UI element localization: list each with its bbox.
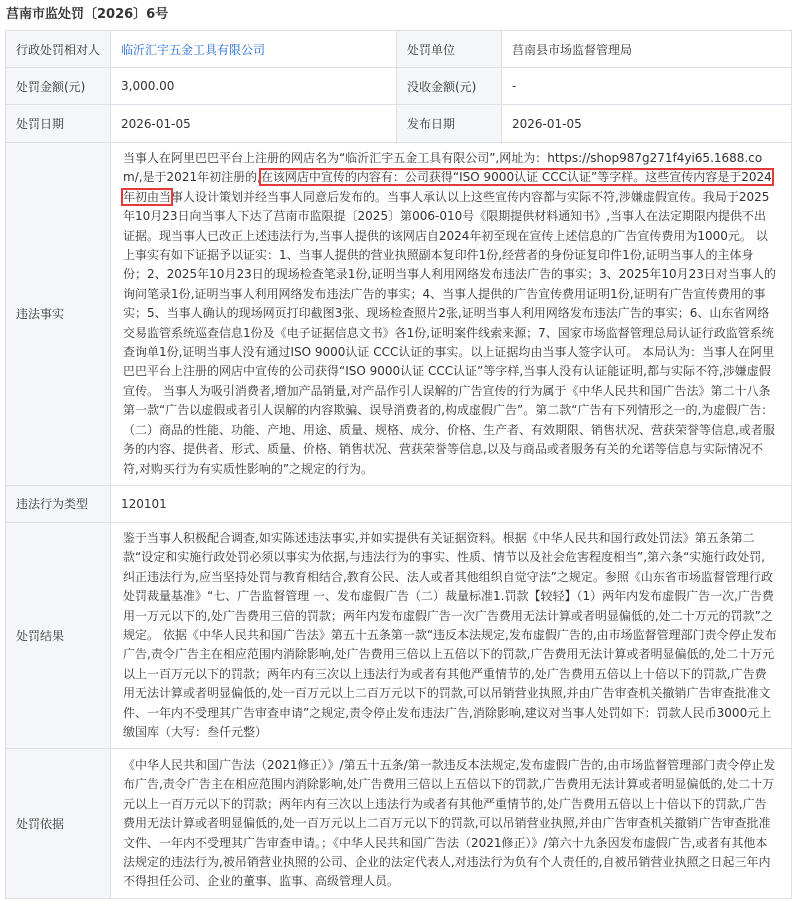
table-row	[6, 31, 792, 68]
table-row	[6, 143, 792, 486]
table-row	[6, 105, 792, 143]
penalty-date-value: 2026-01-05	[111, 105, 397, 143]
result-label: 处罚结果	[6, 522, 111, 748]
authority-label: 处罚单位	[397, 31, 502, 68]
table-row	[6, 749, 792, 899]
violation-type-value: 120101	[111, 485, 792, 522]
table-row	[6, 522, 792, 748]
authority-value: 莒南县市场监督管理局	[502, 31, 792, 68]
basis-value: 《中华人民共和国广告法（2021修正）》/第五十五条/第一款违反本法规定,发布虚假广告的,由市场监督管理部门责令停止发布广告,责令广告主在相应范围内消除影响,处广告费用三倍以上五倍以下的罚款,广告费用无法计算或者明显偏低的,处二十万元以上一百万元以下的罚款；两年内有三次以上违法行为或者有其他严重情节的,处广告费用五倍以上十倍以下的罚款,广告费用无法计算或者明显偏低的,处一百万元以上二百万元以下的罚款,可以吊销营业执照,并由广告审查机关撤销广告审查批准文件、一年内不受理其广告审查申请。；《中华人民共和国广告法（2021修正）》/第六十九条因发布虚假广告,或者有其他本法规定的违法行为,被吊销营业执照的公司、企业的法定代表人,对违法行为负有个人责任的,自被吊销营业执照之日起三年内不得担任公司、企业的董事、监事、高级管理人员。	[111, 749, 792, 899]
penalty-date-label: 处罚日期	[6, 105, 111, 143]
table-row	[6, 485, 792, 522]
confiscation-label: 没收金额(元)	[397, 68, 502, 105]
violation-type-label: 违法行为类型	[6, 485, 111, 522]
facts-text-after: 事人设计策划并经当事人同意后发布的。当事人承认以上这些宣传内容都与实际不符,涉嫌虚假宣传。我局于2025年10月23日向当事人下达了莒南市监限提〔2025〕第006-010号《限期提供材料通知书》,当事人在法定期限内提供不出证据。现当事人已改正上述违法行为,当事人提供的该网店自2024年初至现在宣传上述信息的广告宣传费用为1000元。 以上事实有如下证据予以证实：1、当事人提供的营业执照副本复印件1份,经营者的身份证复印件1份,证明当事人的主体身份；2、2025年10月23日的现场检查笔录1份,证明当事人利用网络发布违法广告的事实；3、2025年10月23日对当事人的询问笔录1份,证明当事人利用网络发布违法广告的事实；4、当事人提供的广告宣传费用证明1份,证明有广告宣传费用的事实；5、当事人确认的现场网页打印截图3张、现场检查照片2张,证明当事人利用网络发布违法广告的事实；6、山东省网络交易监管系统巡查信息1份及《电子证据信息文书》各1份,证明案件线索来源；7、国家市场监督管理总局认证行政监管系统查询单1份,证明当事人没有通过ISO 9000认证 CCC认证的事实。以上证据均由当事人签字认可。 本局认为：当事人在阿里巴巴平台上注册的网店中宣传的公司获得“ISO 9000认证 CCC认证”等字样,当事人没有认证能证明,都与实际不符,涉嫌虚假宣传。 当事人为吸引消费者,增加产品销量,对产品作引人误解的广告宣传的行为属于《中华人民共和国广告法》第二十八条第一款“广告以虚假或者引人误解的内容欺骗、误导消费者的,构成虚假广告”。第二款“广告有下列情形之一的,为虚假广告：（二）商品的性能、功能、产地、用途、质量、规格、成分、价格、生产者、有效期限、销售状况、营获荣誉等信息,或者服务的内容、提供者、形式、质量、价格、销售状况、营获荣誉等信息,以及与商品或者服务有关的允诺等信息与实际情况不符,对购买行为有实质性影响的”之规定的行为。	[123, 189, 776, 476]
facts-highlighted-text: 在该网店中宣传的内容有：公司获得“ISO 9000认证 CCC认证”等字样。这些宣传内容是于2024年初由当	[123, 170, 772, 204]
publish-date-value: 2026-01-05	[502, 105, 792, 143]
amount-value: 3,000.00	[111, 68, 397, 105]
penalty-info-table	[5, 30, 792, 899]
party-label: 行政处罚相对人	[6, 31, 111, 68]
basis-label: 处罚依据	[6, 749, 111, 899]
facts-text-before: 当事人在阿里巴巴平台上注册的网店名为“临沂汇宇五金工具有限公司”,网址为：https://shop987g271f4yi65.1688.com/,是于2021年初注册的,	[123, 151, 763, 185]
result-value: 鉴于当事人积极配合调查,如实陈述违法事实,并如实提供有关证据资料。根据《中华人民共和国行政处罚法》第五条第二款“设定和实施行政处罚必须以事实为依据,与违法行为的事实、性质、情节以及社会危害程度相当”,第六条“实施行政处罚,纠正违法行为,应当坚持处罚与教育相结合,教育公民、法人或者其他组织自觉守法”之规定。参照《山东省市场监督管理行政处罚裁量基准》“七、广告监督管理 一、发布虚假广告（二）裁量标准1.罚款【较轻】（1）两年内发布虚假广告一次,广告费用一万元以下的,处广告费用三倍的罚款；两年内发布虚假广告一次广告费用无法计算或者明显偏低的,处二十万元的罚款”之规定。 依据《中华人民共和国广告法》第五十五条第一款“违反本法规定,发布虚假广告的,由市场监督管理部门责令停止发布广告,责令广告主在相应范围内消除影响,处广告费用三倍以上五倍以下的罚款,广告费用无法计算或者明显偏低的,处二十万元以上一百万元以下的罚款；两年内有三次以上违法行为或者有其他严重情节的,处广告费用五倍以上十倍以下的罚款,广告费用无法计算或者明显偏低的,处一百万元以上二百万元以下的罚款,可以吊销营业执照,并由广告审查机关撤销广告审查批准文件、一年内不受理其广告审查申请”之规定,责令停止发布违法广告,消除影响,建议对当事人处罚如下：罚款人民币3000元上缴国库（大写：叁仟元整）	[111, 522, 792, 748]
facts-label: 违法事实	[6, 143, 111, 486]
amount-label: 处罚金额(元)	[6, 68, 111, 105]
publish-date-label: 发布日期	[397, 105, 502, 143]
party-link[interactable]: 临沂汇宇五金工具有限公司	[121, 42, 266, 57]
facts-value	[111, 143, 792, 486]
confiscation-value: -	[502, 68, 792, 105]
table-row	[6, 68, 792, 105]
page-title: 莒南市监处罚〔2026〕6号	[6, 7, 169, 22]
